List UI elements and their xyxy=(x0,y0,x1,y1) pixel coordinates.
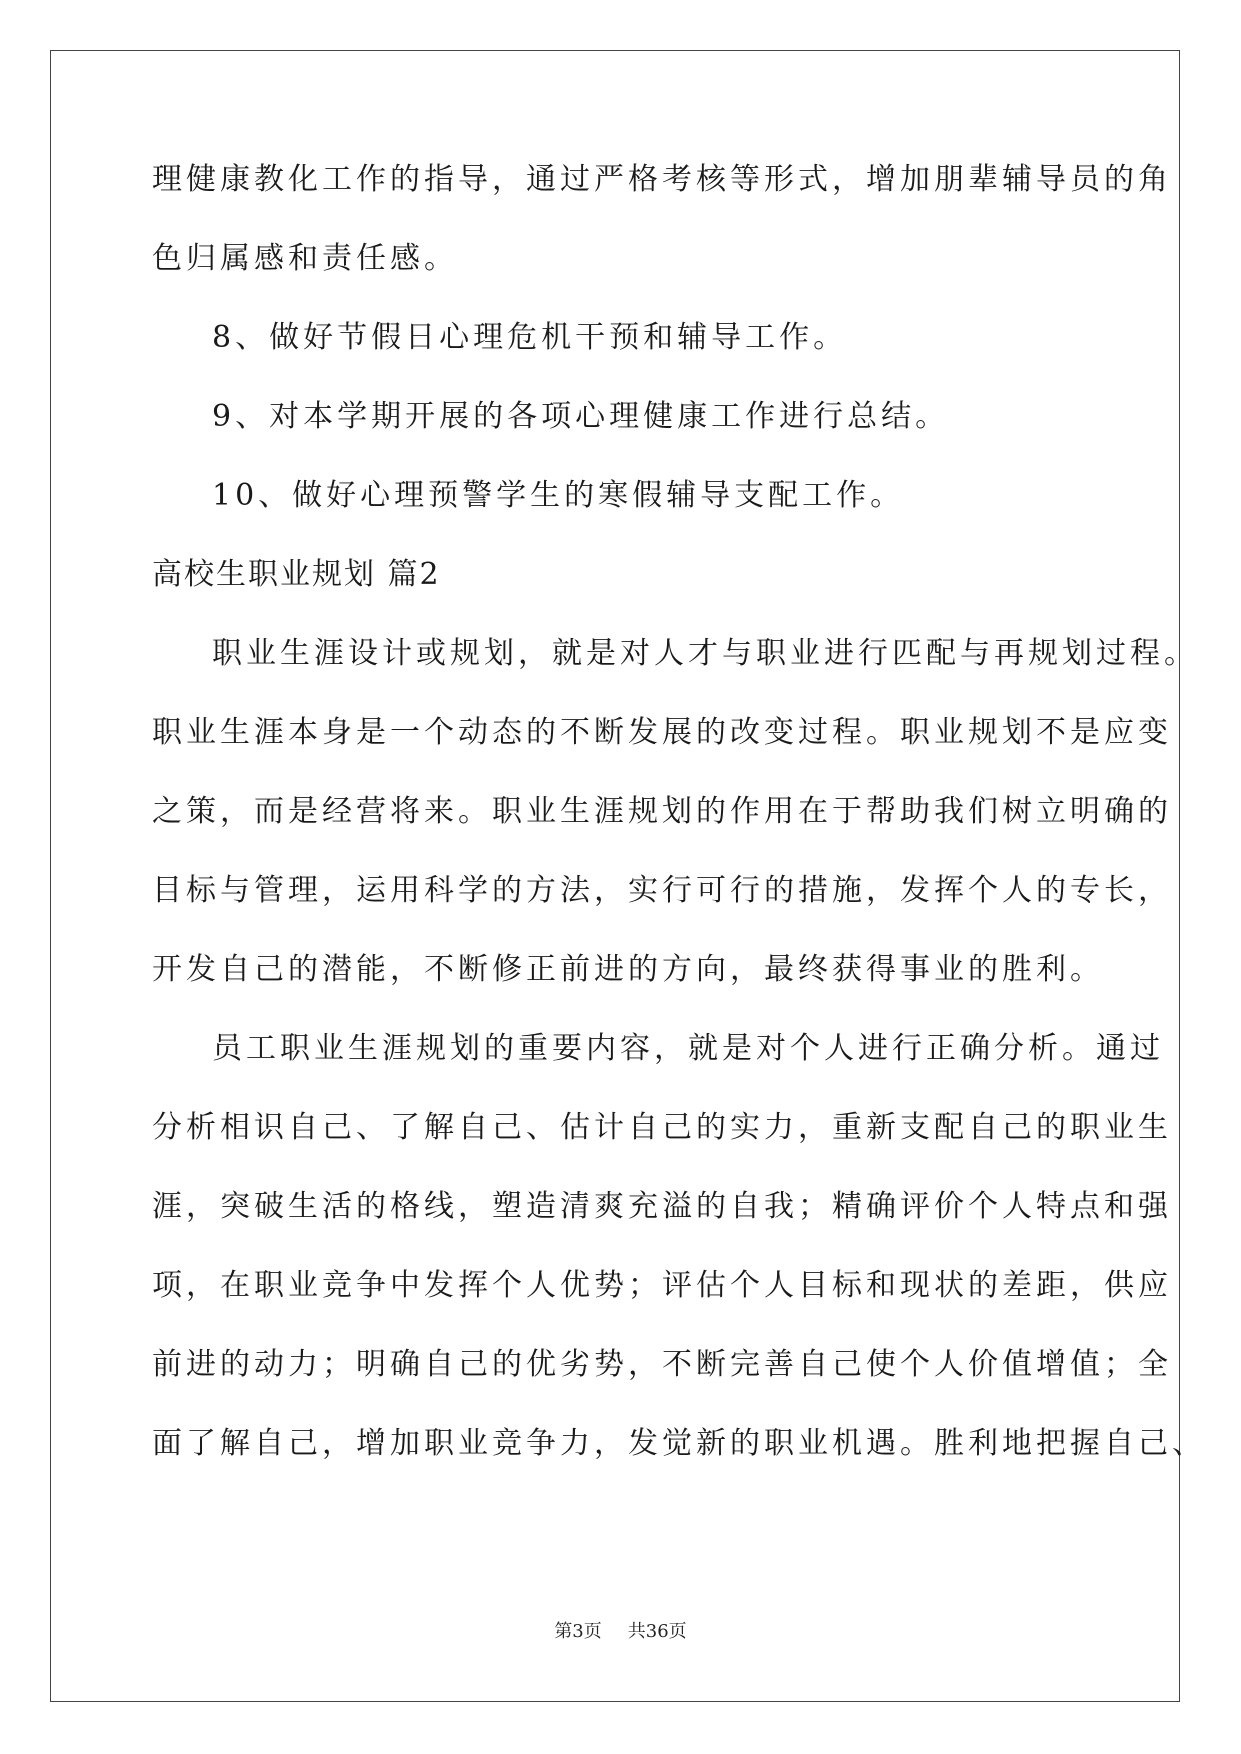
document-body xyxy=(152,160,1206,1503)
paragraph-line: 员工职业生涯规划的重要内容，就是对个人进行正确分析。通过 xyxy=(212,1031,1164,1066)
list-item-9: 9、对本学期开展的各项心理健康工作进行总结。 xyxy=(212,399,950,434)
paragraph-line: 面了解自己，增加职业竞争力，发觉新的职业机遇。胜利地把握自己、 xyxy=(152,1426,1206,1461)
page-total: 共36页 xyxy=(627,1621,687,1642)
paragraph-line: 职业生涯本身是一个动态的不断发展的改变过程。职业规划不是应变 xyxy=(152,715,1172,750)
page-footer xyxy=(0,1620,1241,1644)
paragraph-line: 涯，突破生活的格线，塑造清爽充溢的自我；精确评价个人特点和强 xyxy=(152,1189,1172,1224)
paragraph-line: 目标与管理，运用科学的方法，实行可行的措施，发挥个人的专长， xyxy=(152,873,1172,908)
section-heading: 高校生职业规划 篇2 xyxy=(152,557,441,592)
paragraph-line: 职业生涯设计或规划，就是对人才与职业进行匹配与再规划过程。 xyxy=(212,636,1198,671)
list-item-10: 10、做好心理预警学生的寒假辅导支配工作。 xyxy=(212,478,905,513)
paragraph-line: 开发自己的潜能，不断修正前进的方向，最终获得事业的胜利。 xyxy=(152,952,1104,987)
paragraph-line: 项，在职业竞争中发挥个人优势；评估个人目标和现状的差距，供应 xyxy=(152,1268,1172,1303)
paragraph-line: 之策，而是经营将来。职业生涯规划的作用在于帮助我们树立明确的 xyxy=(152,794,1172,829)
paragraph-line: 分析相识自己、了解自己、估计自己的实力，重新支配自己的职业生 xyxy=(152,1110,1172,1145)
page-number: 第3页 xyxy=(554,1621,602,1642)
paragraph-line: 前进的动力；明确自己的优劣势，不断完善自己使个人价值增值；全 xyxy=(152,1347,1172,1382)
paragraph-line: 理健康教化工作的指导，通过严格考核等形式，增加朋辈辅导员的角 xyxy=(152,162,1172,197)
paragraph-line: 色归属感和责任感。 xyxy=(152,241,458,276)
list-item-8: 8、做好节假日心理危机干预和辅导工作。 xyxy=(212,320,848,355)
